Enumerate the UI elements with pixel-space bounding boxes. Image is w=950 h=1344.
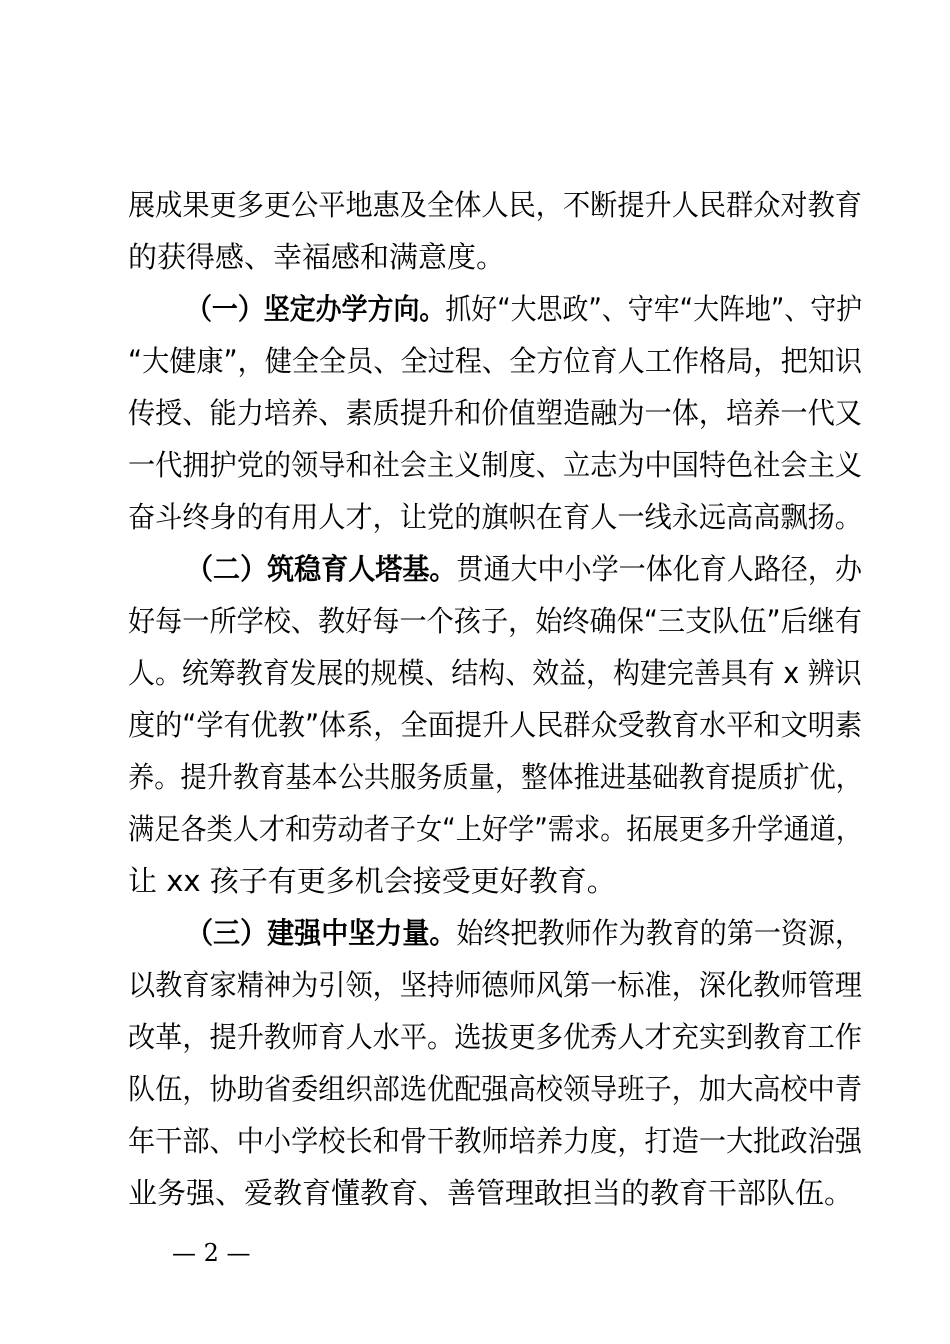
text-line: 度的“学有优教”体系，全面提升人民群众受教育水平和文明素 xyxy=(128,708,863,742)
text-line: 展成果更多更公平地惠及全体人民，不断提升人民群众对教育 xyxy=(128,188,862,222)
text-line: 好每一所学校、教好每一个孩子，始终确保“三支队伍”后继有 xyxy=(128,604,863,638)
paragraph-1-first-line xyxy=(186,289,862,329)
text-line: “大健康”，健全全员、全过程、全方位育人工作格局，把知识 xyxy=(128,344,863,378)
paragraph-2-heading: （二）筑稳育人塔基。 xyxy=(186,552,457,586)
text-line: 奋斗终身的有用人才，让党的旗帜在育人一线永远高高飘扬。 xyxy=(128,500,862,534)
text-line: 始终把教师作为教育的第一资源， xyxy=(456,916,863,950)
text-line: 让 xx 孩子有更多机会接受更好教育。 xyxy=(128,864,616,898)
text-line: 养。提升教育基本公共服务质量，整体推进基础教育提质扩优， xyxy=(128,760,862,794)
paragraph-2-first-line xyxy=(186,549,862,589)
paragraph-3-first-line xyxy=(186,913,862,953)
page-number: — 2 — xyxy=(172,1239,251,1267)
text-line: 传授、能力培养、素质提升和价值塑造融为一体，培养一代又 xyxy=(128,396,862,430)
text-line: 改革，提升教师育人水平。选拔更多优秀人才充实到教育工作 xyxy=(128,1020,862,1054)
text-line: 业务强、爱教育懂教育、善管理敢担当的教育干部队伍。 xyxy=(128,1176,854,1210)
text-line: 人。统筹教育发展的规模、结构、效益，构建完善具有 x 辨识 xyxy=(128,656,862,690)
text-line: 年干部、中小学校长和骨干教师培养力度，打造一大批政治强 xyxy=(128,1124,862,1158)
paragraph-1-heading: （一）坚定办学方向。 xyxy=(186,292,446,326)
text-line: 的获得感、幸福感和满意度。 xyxy=(128,240,506,274)
paragraph-3-heading: （三）建强中坚力量。 xyxy=(186,916,457,950)
text-line: 队伍，协助省委组织部选优配强高校领导班子，加大高校中青 xyxy=(128,1072,862,1106)
text-line: 以教育家精神为引领，坚持师德师风第一标准，深化教师管理 xyxy=(128,968,862,1002)
text-line: 一代拥护党的领导和社会主义制度、立志为中国特色社会主义 xyxy=(128,448,862,482)
text-line: 抓好“大思政”、守牢“大阵地”、守护 xyxy=(445,292,863,326)
text-line: 贯通大中小学一体化育人路径，办 xyxy=(456,552,863,586)
text-line: 满足各类人才和劳动者子女“上好学”需求。拓展更多升学通道， xyxy=(128,812,863,846)
